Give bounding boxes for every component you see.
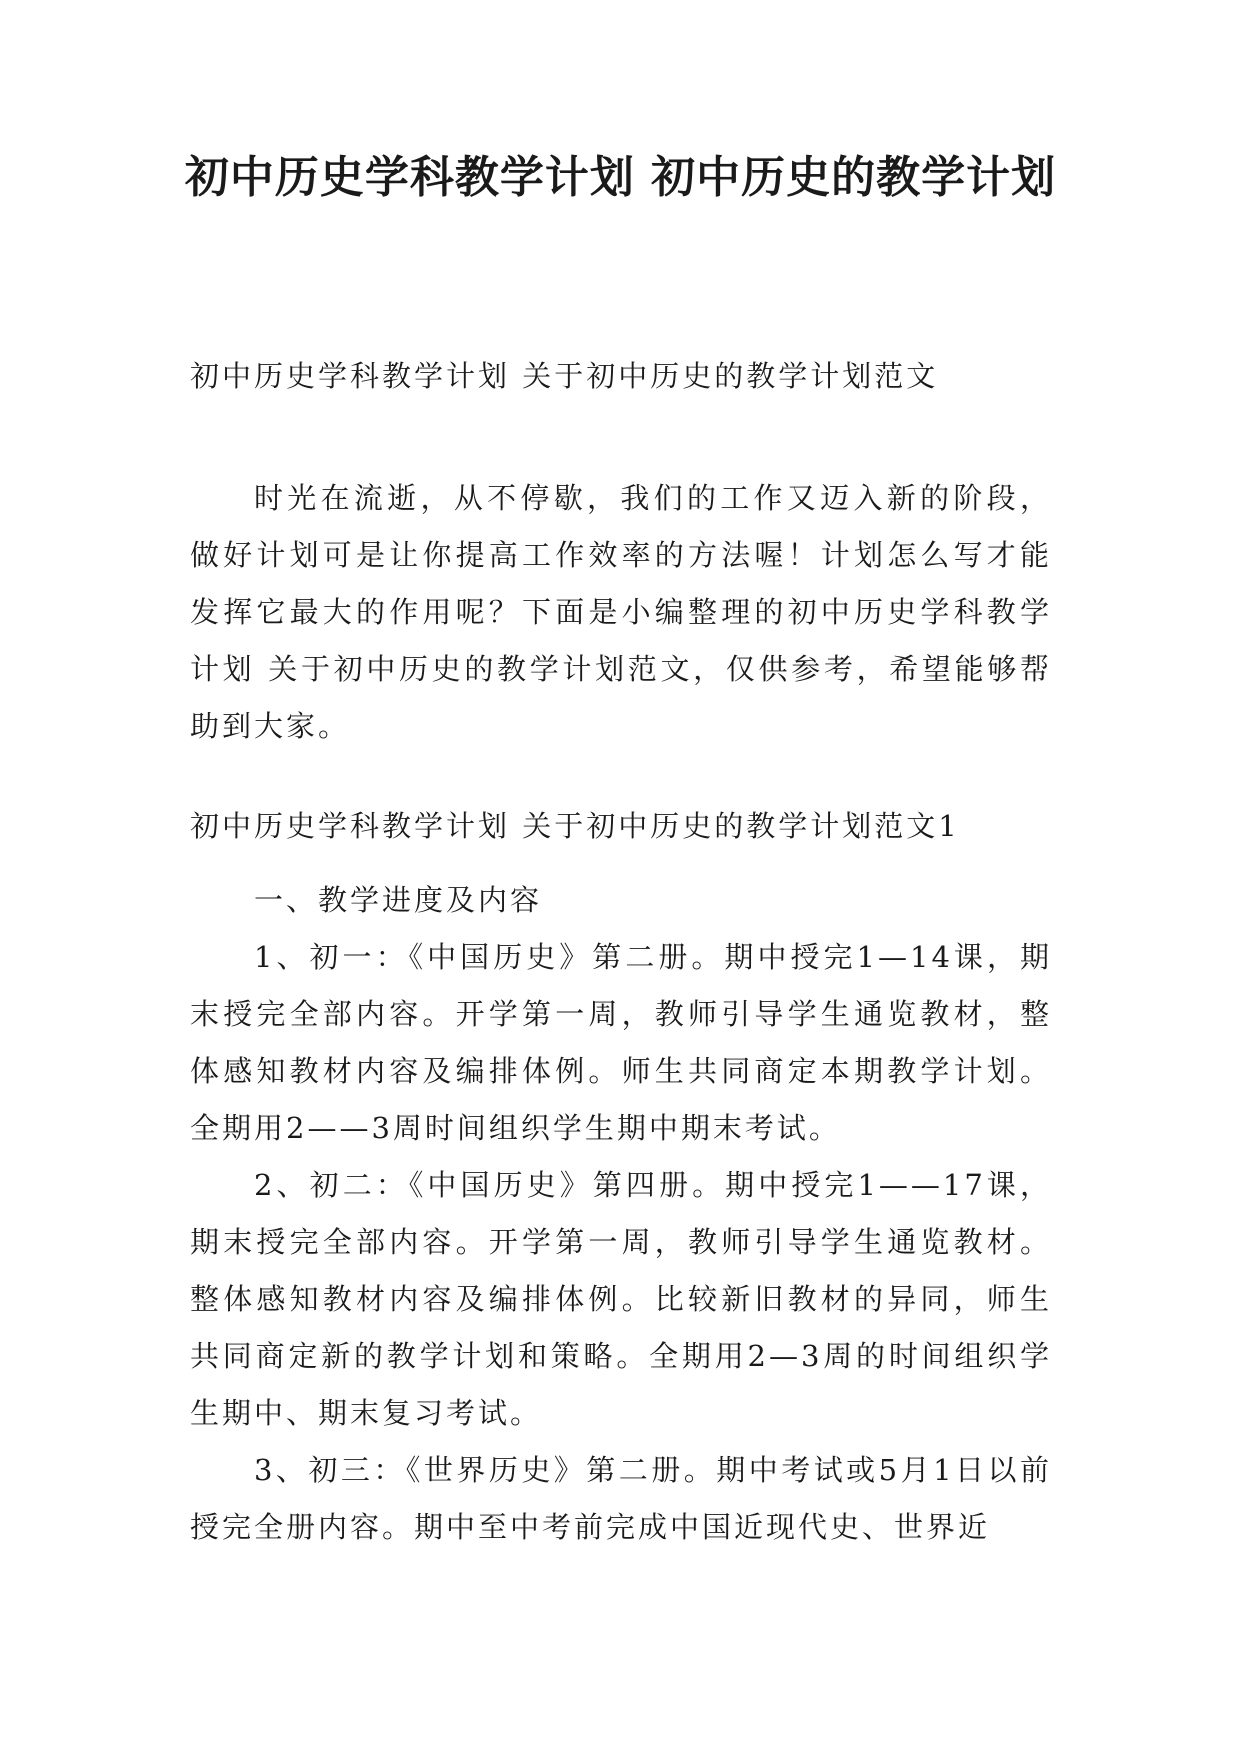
section-heading: 初中历史学科教学计划 关于初中历史的教学计划范文1 <box>190 809 960 843</box>
intro-paragraph: 时光在流逝，从不停歇，我们的工作又迈入新的阶段，做好计划可是让你提高工作效率的方法喔！计划怎么写才能发挥它最大的作用呢？下面是小编整理的初中历史学科教学计划 关于初中历史的教学计划范文，仅供参考，希望能够帮助到大家。 <box>190 481 1052 743</box>
paragraph-grade-two: 2、初二：《中国历史》第四册。期中授完1——17课，期末授完全部内容。开学第一周，教师引导学生通览教材。整体感知教材内容及编排体例。比较新旧教材的异同，师生共同商定新的教学计划和策略。全期用2—3周的时间组织学生期中、期末复习考试。 <box>190 1168 1052 1430</box>
paragraph-teaching-progress-heading: 一、教学进度及内容 <box>254 883 543 917</box>
document-title: 初中历史学科教学计划 初中历史的教学计划 <box>184 152 1057 203</box>
paragraph-grade-one: 1、初一：《中国历史》第二册。期中授完1—14课，期末授完全部内容。开学第一周，教师引导学生通览教材，整体感知教材内容及编排体例。师生共同商定本期教学计划。全期用2——3周时间组织学生期中期末考试。 <box>190 940 1052 1145</box>
section-body <box>190 872 1052 1556</box>
paragraph-grade-three: 3、初三：《世界历史》第二册。期中考试或5月1日以前授完全册内容。期中至中考前完成中国近现代史、世界近 <box>190 1453 1052 1544</box>
document-subtitle: 初中历史学科教学计划 关于初中历史的教学计划范文 <box>190 359 939 393</box>
